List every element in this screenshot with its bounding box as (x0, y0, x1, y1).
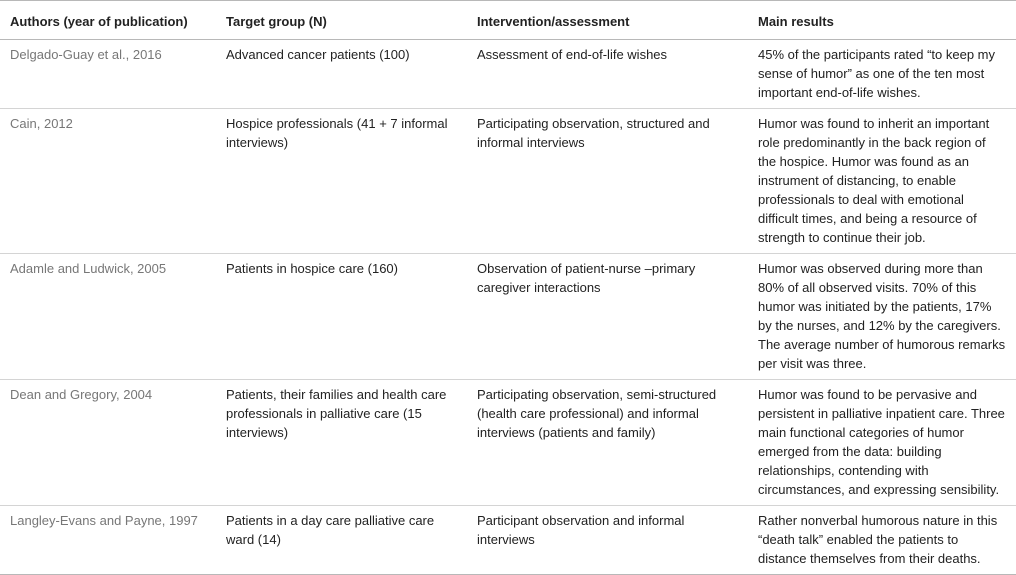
table-row (0, 380, 1016, 506)
cell-target-group: Patients in a day care palliative care ward (14) (216, 506, 467, 575)
cell-main-results: Humor was observed during more than 80% of all observed visits. 70% of this humor was initiated by the patients, 17% by the nurses, and 12% by the caregivers. The average number of humorous remarks per visit was three. (748, 254, 1016, 380)
table-row (0, 40, 1016, 109)
cell-intervention: Assessment of end-of-life wishes (467, 40, 748, 109)
cell-main-results: Rather nonverbal humorous nature in this “death talk” enabled the patients to distance themselves from their deaths. (748, 506, 1016, 575)
header-authors: Authors (year of publication) (0, 1, 216, 40)
cell-target-group: Patients, their families and health care professionals in palliative care (15 interviews) (216, 380, 467, 506)
cell-intervention: Observation of patient-nurse –primary caregiver interactions (467, 254, 748, 380)
cell-target-group: Hospice professionals (41 + 7 informal interviews) (216, 109, 467, 254)
cell-target-group: Advanced cancer patients (100) (216, 40, 467, 109)
table-row (0, 109, 1016, 254)
cell-intervention: Participating observation, semi-structured (health care professional) and informal interviews (patients and family) (467, 380, 748, 506)
cell-author: Dean and Gregory, 2004 (0, 380, 216, 506)
table-row (0, 506, 1016, 575)
cell-intervention: Participating observation, structured and informal interviews (467, 109, 748, 254)
cell-main-results: Humor was found to inherit an important role predominantly in the back region of the hospice. Humor was found as an instrument of distancing, to enable professionals to deal with emotional difficult times, and being a resource of strength to continue their job. (748, 109, 1016, 254)
header-main-results: Main results (748, 1, 1016, 40)
cell-author: Adamle and Ludwick, 2005 (0, 254, 216, 380)
cell-intervention: Participant observation and informal interviews (467, 506, 748, 575)
cell-main-results: Humor was found to be pervasive and persistent in palliative inpatient care. Three main functional categories of humor emerged from the data: building relationships, contending with circumstances, and expressing sensibility. (748, 380, 1016, 506)
table-row (0, 254, 1016, 380)
header-intervention: Intervention/assessment (467, 1, 748, 40)
header-row (0, 1, 1016, 40)
cell-author: Delgado-Guay et al., 2016 (0, 40, 216, 109)
cell-main-results: 45% of the participants rated “to keep my sense of humor” as one of the ten most important end-of-life wishes. (748, 40, 1016, 109)
cell-author: Cain, 2012 (0, 109, 216, 254)
cell-target-group: Patients in hospice care (160) (216, 254, 467, 380)
cell-author: Langley-Evans and Payne, 1997 (0, 506, 216, 575)
header-target-group: Target group (N) (216, 1, 467, 40)
